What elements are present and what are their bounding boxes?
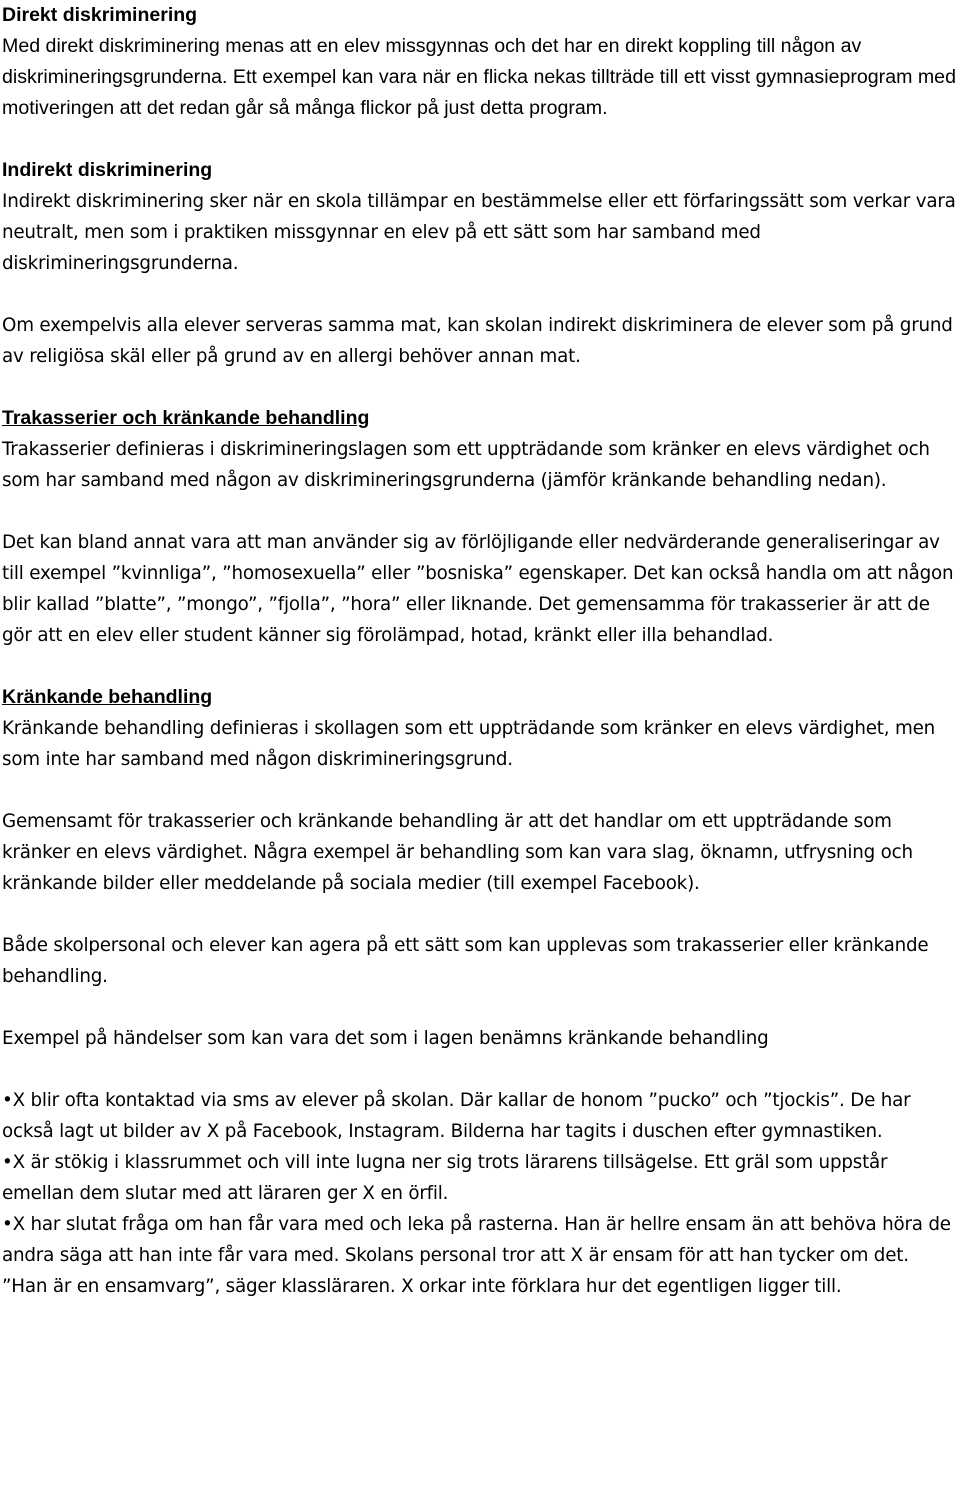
bullet-item: •X har slutat fråga om han får vara med och leka på rasterna. Han är hellre ensam än att behöva höra de andra säga att han inte får vara med. Skolans personal tror att X är ensam för att han tycker om det. ”Han är en ensamvarg”, säger klassläraren. X orkar inte förklara hur det egentligen ligger till. <box>2 1214 951 1297</box>
paragraph: Det kan bland annat vara att man använder sig av förlöjligande eller nedvärderande generaliseringar av till exempel ”kvinnliga”, ”homosexuella” eller ”bosniska” egenskaper. Det kan också handla om att någon blir kallad ”blatte”, ”mongo”, ”fjolla”, ”hora” eller liknande. Det gemensamma för trakasserier är att de gör att en elev eller student känner sig förolämpad, hotad, kränkt eller illa behandlad. <box>2 532 954 646</box>
heading-krankande-behandling: Kränkande behandling <box>2 686 213 708</box>
paragraph: Indirekt diskriminering sker när en skola tillämpar en bestämmelse eller ett förfaringssätt som verkar vara neutralt, men som i praktiken missgynnar en elev på ett sätt som har samband med diskrimineringsgrunderna. <box>2 191 956 274</box>
section-krankande-behandling <box>2 682 956 1302</box>
paragraph: Gemensamt för trakasserier och kränkande behandling är att det handlar om ett uppträdande som kränker en elevs värdighet. Några exempel är behandling som kan vara slag, öknamn, utfrysning och kränkande bilder eller meddelande på sociala medier (till exempel Facebook). <box>2 811 913 894</box>
heading-indirekt-diskriminering: Indirekt diskriminering <box>2 159 213 181</box>
paragraph: Kränkande behandling definieras i skollagen som ett uppträdande som kränker en elevs värdighet, men som inte har samband med någon diskrimineringsgrund. <box>2 718 936 770</box>
section-indirekt-diskriminering <box>2 155 956 372</box>
section-trakasserier <box>2 403 956 651</box>
paragraph: Trakasserier definieras i diskrimineringslagen som ett uppträdande som kränker en elevs värdighet och som har samband med någon av diskrimineringsgrunderna (jämför kränkande behandling nedan). <box>2 439 930 491</box>
bullet-item: •X blir ofta kontaktad via sms av elever på skolan. Där kallar de honom ”pucko” och ”tjockis”. De har också lagt ut bilder av X på Facebook, Instagram. Bilderna har tagits i duschen efter gymnastiken. <box>2 1090 911 1142</box>
heading-trakasserier: Trakasserier och kränkande behandling <box>2 407 370 429</box>
paragraph: Både skolpersonal och elever kan agera på ett sätt som kan upplevas som trakasserier eller kränkande behandling. <box>2 935 929 987</box>
section-direkt-diskriminering <box>2 0 956 124</box>
heading-direkt-diskriminering: Direkt diskriminering <box>2 4 198 26</box>
paragraph: Med direkt diskriminering menas att en elev missgynnas och det har en direkt koppling till någon av diskrimineringsgrunderna. Ett exempel kan vara när en flicka nekas tillträde till ett visst gymnasieprogram med motiveringen att det redan går så många flickor på just detta program. <box>2 35 956 119</box>
bullet-item: •X är stökig i klassrummet och vill inte lugna ner sig trots lärarens tillsägelse. Ett gräl som uppstår emellan dem slutar med att läraren ger X en örfil. <box>2 1152 888 1204</box>
paragraph: Om exempelvis alla elever serveras samma mat, kan skolan indirekt diskriminera de elever som på grund av religiösa skäl eller på grund av en allergi behöver annan mat. <box>2 315 953 367</box>
paragraph: Exempel på händelser som kan vara det som i lagen benämns kränkande behandling <box>2 1028 769 1049</box>
